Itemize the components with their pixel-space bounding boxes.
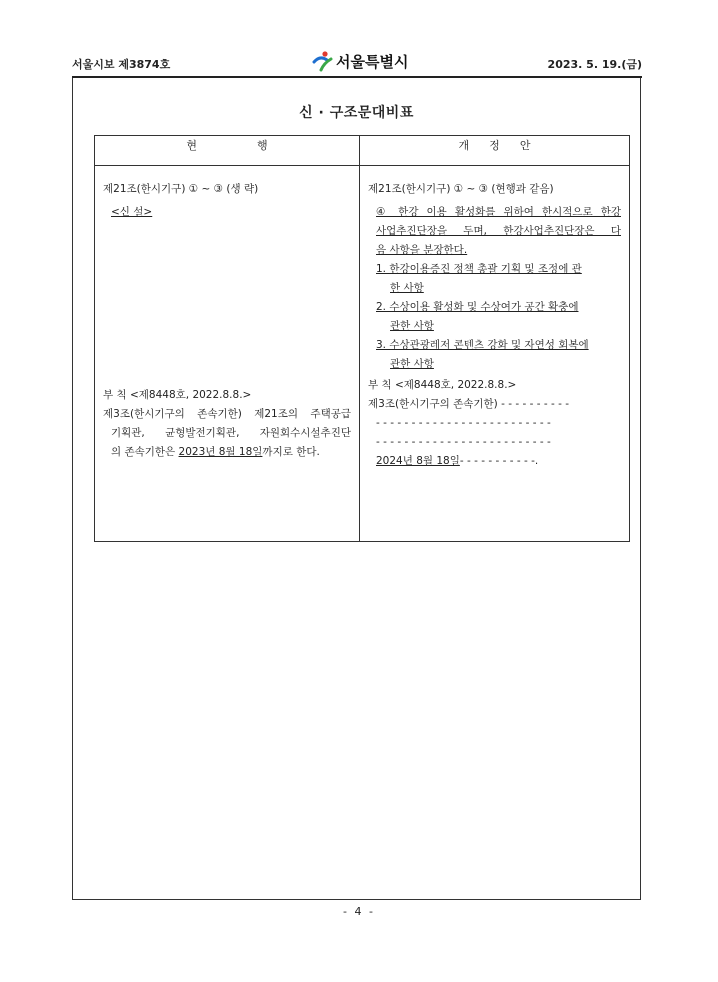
revised-item3-line1: 3. 수상관광레저 콘텐츠 강화 및 자연성 회복에 [376, 339, 589, 351]
revised-art21-heading: 제21조(한시기구) ① ~ ③ (현행과 같음) [368, 183, 554, 195]
seoul-logo-text: 서울특별시 [336, 52, 409, 71]
expiry-date-current: 2023년 8월 18일 [178, 446, 263, 458]
new-provision-marker: <신 설> [111, 206, 153, 218]
comparison-table [94, 135, 630, 542]
revised-art3-line2: - - - - - - - - - - - - - - - - - - - - - - - - - [376, 417, 551, 429]
blank-space [103, 222, 351, 386]
current-art3-line2: 기획관, 균형발전기획관, 자원회수시설추진단 [111, 427, 351, 439]
seoul-logo [312, 50, 408, 72]
current-art3-line1: 제3조(한시기구의 존속기한) 제21조의 주택공급 [103, 408, 351, 420]
seoul-logo-icon [312, 50, 334, 72]
revised-item1-line2: 한 사항 [390, 282, 424, 294]
revised-item2-line2: 관한 사항 [390, 320, 434, 332]
page-header [72, 48, 642, 78]
column-header-current: 현 행 [95, 136, 360, 166]
revised-art3-line4: 2024년 8월 18일- - - - - - - - - - -. [376, 455, 539, 467]
page-number: - 4 - [343, 905, 375, 918]
revised-art3-line3: - - - - - - - - - - - - - - - - - - - - - - - - - [376, 436, 551, 448]
current-art21-heading: 제21조(한시기구) ① ~ ③ (생 략) [103, 183, 259, 195]
revised-item1-line1: 1. 한강이용증진 정책 총괄 기획 및 조정에 관 [376, 263, 582, 275]
revised-supplementary-heading: 부 칙 <제8448호, 2022.8.8.> [368, 379, 517, 391]
revised-item2-line1: 2. 수상이용 활성화 및 수상여가 공간 확충에 [376, 301, 579, 313]
gazette-issue: 서울시보 제3874호 [72, 58, 171, 71]
revised-text-cell [360, 166, 630, 542]
issue-date: 2023. 5. 19.(금) [547, 58, 642, 71]
revised-para4-line2: 사업추진단장을 두며, 한강사업추진단장은 다 [376, 225, 621, 237]
revised-para4-line1: ④ 한강 이용 활성화를 위하여 한시적으로 한강 [376, 206, 621, 218]
revised-art3-line1: 제3조(한시기구의 존속기한) - - - - - - - - - - [368, 398, 570, 410]
expiry-date-revised: 2024년 8월 18일 [376, 455, 460, 467]
document-title: 신 · 구조문대비표 [299, 105, 414, 121]
revised-item3-line2: 관한 사항 [390, 358, 434, 370]
current-supplementary-heading: 부 칙 <제8448호, 2022.8.8.> [103, 389, 252, 401]
column-header-revised: 개 정 안 [360, 136, 630, 166]
revised-para4-line3: 음 사항을 분장한다. [376, 244, 468, 256]
current-text-cell [95, 166, 360, 542]
current-art3-line3: 의 존속기한은 2023년 8월 18일까지로 한다. [111, 446, 320, 458]
content-frame [72, 78, 641, 900]
